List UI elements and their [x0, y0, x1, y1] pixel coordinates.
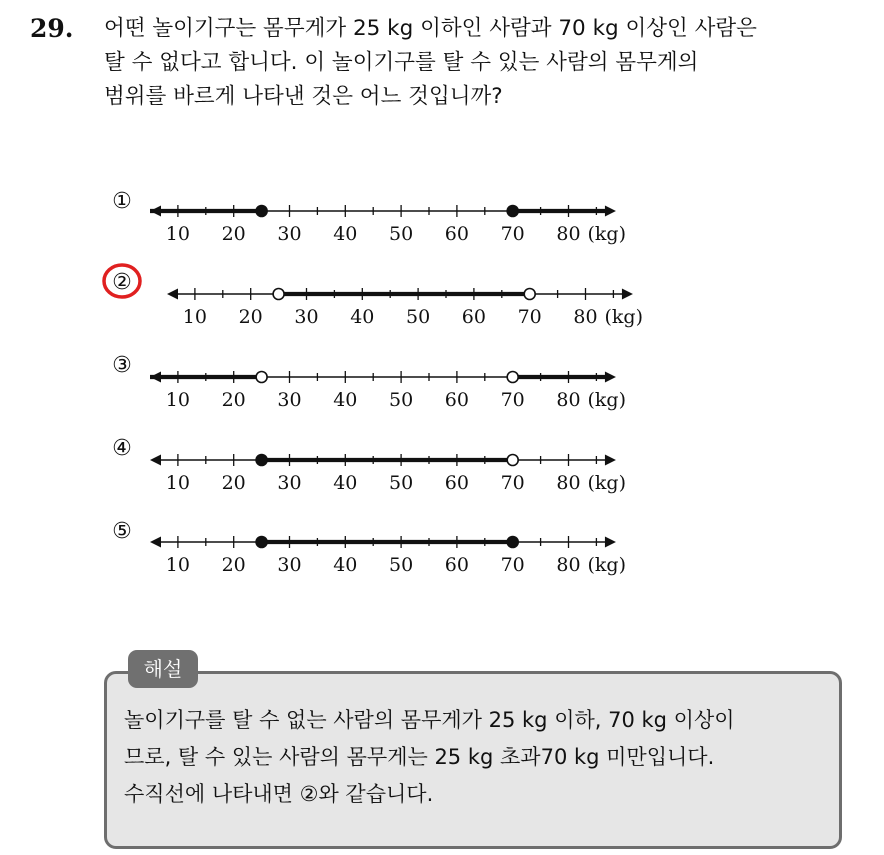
tick-label: 20 — [221, 223, 246, 245]
tick-label: 30 — [277, 472, 302, 494]
tick-label: 70 — [500, 472, 525, 494]
tick-label: 20 — [221, 554, 246, 576]
tick-label: 30 — [277, 554, 302, 576]
tick-label: 40 — [333, 472, 358, 494]
left-arrow-head — [150, 537, 161, 548]
choice-label: ③ — [112, 353, 132, 378]
tick-label: 30 — [277, 389, 302, 411]
question-number: 29. — [30, 14, 74, 43]
tick-label: 20 — [221, 472, 246, 494]
left-arrow-head — [167, 289, 178, 300]
tick-label: 70 — [500, 389, 525, 411]
filled-point — [256, 455, 267, 466]
explanation-line: 수직선에 나타내면 ②와 같습니다. — [124, 782, 434, 806]
unit-label: (kg) — [587, 389, 627, 411]
open-point — [273, 289, 284, 300]
open-point — [524, 289, 535, 300]
tick-label: 60 — [461, 306, 486, 328]
unit-label: (kg) — [604, 306, 644, 328]
right-arrow-head — [605, 537, 616, 548]
tick-label: 70 — [517, 306, 542, 328]
open-point — [256, 372, 267, 383]
open-point — [507, 455, 518, 466]
choice-label: ⑤ — [112, 519, 132, 544]
tick-label: 10 — [165, 472, 190, 494]
tick-label: 50 — [389, 389, 414, 411]
tick-label: 60 — [444, 472, 469, 494]
tick-label: 50 — [389, 554, 414, 576]
tick-label: 50 — [389, 472, 414, 494]
question-line: 어떤 놀이기구는 몸무게가 25 kg 이하인 사람과 70 kg 이상인 사람은 — [104, 16, 757, 41]
filled-point — [507, 206, 518, 217]
tick-label: 80 — [556, 554, 581, 576]
right-arrow-head — [622, 289, 633, 300]
tick-label: 10 — [182, 306, 207, 328]
tick-label: 80 — [556, 389, 581, 411]
explanation-line: 므로, 탈 수 있는 사람의 몸무게는 25 kg 초과70 kg 미만입니다. — [124, 745, 715, 769]
left-arrow-head — [150, 455, 161, 466]
tick-label: 40 — [333, 389, 358, 411]
unit-label: (kg) — [587, 223, 627, 245]
tick-label: 20 — [221, 389, 246, 411]
tick-label: 10 — [165, 223, 190, 245]
tick-label: 80 — [573, 306, 598, 328]
tick-label: 40 — [333, 223, 358, 245]
explanation-tag: 해설 — [128, 650, 198, 688]
tick-label: 50 — [389, 223, 414, 245]
tick-label: 80 — [556, 472, 581, 494]
tick-label: 60 — [444, 554, 469, 576]
tick-label: 70 — [500, 223, 525, 245]
explanation-text — [124, 702, 834, 813]
tick-label: 50 — [406, 306, 431, 328]
tick-label: 30 — [277, 223, 302, 245]
tick-label: 60 — [444, 223, 469, 245]
filled-point — [256, 537, 267, 548]
choice-label: ④ — [112, 436, 132, 461]
tick-label: 80 — [556, 223, 581, 245]
tick-label: 70 — [500, 554, 525, 576]
tick-label: 40 — [333, 554, 358, 576]
open-point — [507, 372, 518, 383]
filled-point — [256, 206, 267, 217]
tick-label: 10 — [165, 389, 190, 411]
unit-label: (kg) — [587, 554, 627, 576]
explanation-line: 놀이기구를 탈 수 없는 사람의 몸무게가 25 kg 이하, 70 kg 이상이 — [124, 708, 735, 732]
filled-point — [507, 537, 518, 548]
tick-label: 40 — [350, 306, 375, 328]
choice-label: ① — [112, 189, 132, 214]
question-line: 범위를 바르게 나타낸 것은 어느 것입니까? — [104, 84, 503, 109]
unit-label: (kg) — [587, 472, 627, 494]
question-line: 탈 수 없다고 합니다. 이 놀이기구를 탈 수 있는 사람의 몸무게의 — [104, 50, 699, 75]
tick-label: 60 — [444, 389, 469, 411]
tick-label: 20 — [238, 306, 263, 328]
tick-label: 10 — [165, 554, 190, 576]
tick-label: 30 — [294, 306, 319, 328]
right-arrow-head — [605, 455, 616, 466]
choice-label: ② — [112, 270, 132, 295]
